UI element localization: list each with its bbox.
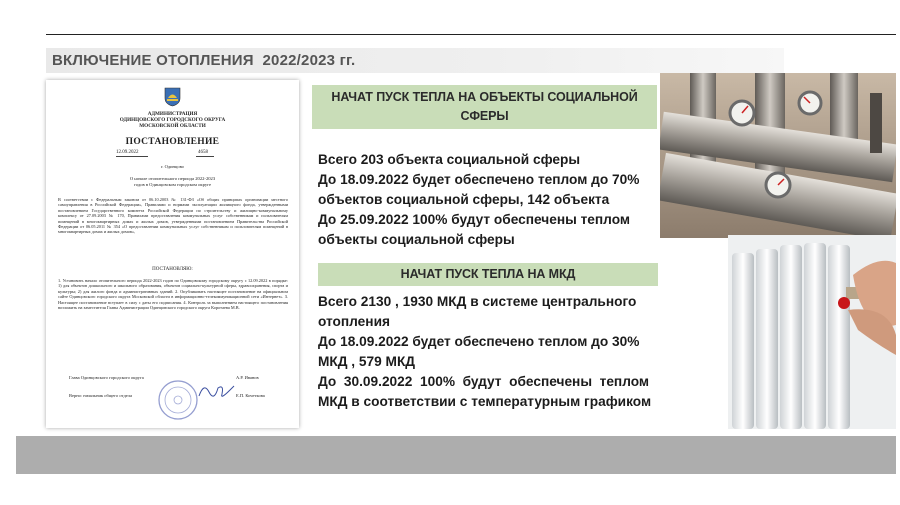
radiator-photo	[728, 235, 896, 429]
certifier-name: Е.П. Кочеткова	[236, 393, 265, 398]
radiator-illustration-icon	[728, 235, 896, 429]
mkd-text	[318, 292, 663, 412]
document-date: 12.09.2022	[116, 150, 139, 155]
text-line: МКД , 579 МКД	[318, 354, 416, 369]
certifier-role: Верно: начальник общего отдела	[69, 393, 132, 398]
decree-header: ПОСТАНОВЛЯЮ:	[152, 267, 193, 272]
title-year: 2022/2023 гг.	[262, 52, 356, 69]
text-line: объектов социальной сферы, 142 объекта	[318, 192, 610, 207]
number-underline	[196, 156, 214, 157]
stamp-icon	[156, 378, 200, 422]
subject-line: годов в Одинцовском городском округе	[133, 181, 211, 187]
text-line: МКД в соответствии с температурным графиком	[318, 394, 652, 409]
social-sphere-header: НАЧАТ ПУСК ТЕПЛА НА ОБЪЕКТЫ СОЦИАЛЬНОЙ СФЕРЫ	[312, 85, 657, 129]
org-line: ОДИНЦОВСКОГО ГОРОДСКОГО ОКРУГА	[119, 117, 226, 123]
org-line: МОСКОВСКОЙ ОБЛАСТИ	[139, 123, 206, 129]
document-decree-text: 1. Установить начало отопительного периода 2022-2023 годов по Одинцовскому городскому округу с 12.09.2022 в порядке: 1) для объектов дошкольного и школьного образования, объектов социально-культурной сферы, здравоохранения, спорта и культуры; 2) для жилого фонда и административных зданий. 2. Опубликовать настоящее постановление на официальном сайте Одинцовского городского округа Московской области в информационно-телекоммуникационной сети «Интернет». 3. Настоящее постановление вступает в силу с даты его подписания. 4. Контроль за выполнением настоящего постановления возложить на заместителя Главы Администрации Одинцовского городского округа Коротаева М.В.	[58, 278, 288, 311]
subject-line: О начале отопительного периода 2022-2023	[129, 176, 216, 181]
mkd-header: НАЧАТ ПУСК ТЕПЛА НА МКД	[318, 263, 658, 286]
decree-document	[46, 80, 299, 428]
text-line: Всего 203 объекта социальной сферы	[318, 152, 581, 167]
social-sphere-text	[318, 150, 663, 250]
signer-role: Глава Одинцовского городского округа	[69, 375, 144, 380]
pipes-photo	[660, 73, 896, 238]
text-line: До 18.09.2022 будет обеспечено теплом до 30%	[318, 334, 640, 349]
text-line: Всего 2130 , 1930 МКД в системе центрального	[318, 294, 637, 309]
top-divider	[46, 34, 896, 35]
document-number: 4658	[198, 150, 208, 155]
signer-name: А.Р. Иванов	[236, 375, 259, 380]
text-line: отопления	[318, 314, 390, 329]
page-title	[52, 52, 355, 69]
text-line: До 25.09.2022 100% будут обеспечены теплом	[318, 212, 631, 227]
date-underline	[116, 156, 148, 157]
document-org	[46, 111, 299, 129]
title-text: ВКЛЮЧЕНИЕ ОТОПЛЕНИЯ	[52, 52, 254, 69]
title-bar	[46, 48, 784, 73]
document-preamble: В соответствии с Федеральным законом от 06.10.2003 № 131-ФЗ «Об общих принципах организации местного самоуправления в Российской Федерации», Правилами и нормами эксплуатации жилищного фонда, утвержденными постановлением Государственного комитета Российской Федерации по строительству и жилищно-коммунальному комплексу от 27.09.2003 № 170, Правилами предоставления коммунальных услуг собственникам и пользователям помещений в многоквартирных домах и жилых домов, утвержденными постановлением Правительства Российской Федерации от 06.05.2011 № 354 «О предоставлении коммунальных услуг собственникам и пользователям помещений в многоквартирных домах и жилых домов»,	[58, 197, 288, 235]
text-line: До 30.09.2022 100% будут обеспечены теплом	[318, 374, 650, 389]
document-type: ПОСТАНОВЛЕНИЕ	[125, 137, 220, 147]
text-line: объекты социальной сферы	[318, 232, 515, 247]
document-subject	[46, 176, 299, 187]
footer-band	[16, 436, 896, 474]
pipes-illustration-icon	[660, 73, 896, 238]
document-place: г. Одинцово	[161, 164, 184, 169]
text-line: До 18.09.2022 будет обеспечено теплом до 70%	[318, 172, 640, 187]
signature-icon	[196, 380, 236, 402]
coat-of-arms-icon	[164, 87, 181, 107]
org-line: АДМИНИСТРАЦИЯ	[147, 111, 198, 117]
